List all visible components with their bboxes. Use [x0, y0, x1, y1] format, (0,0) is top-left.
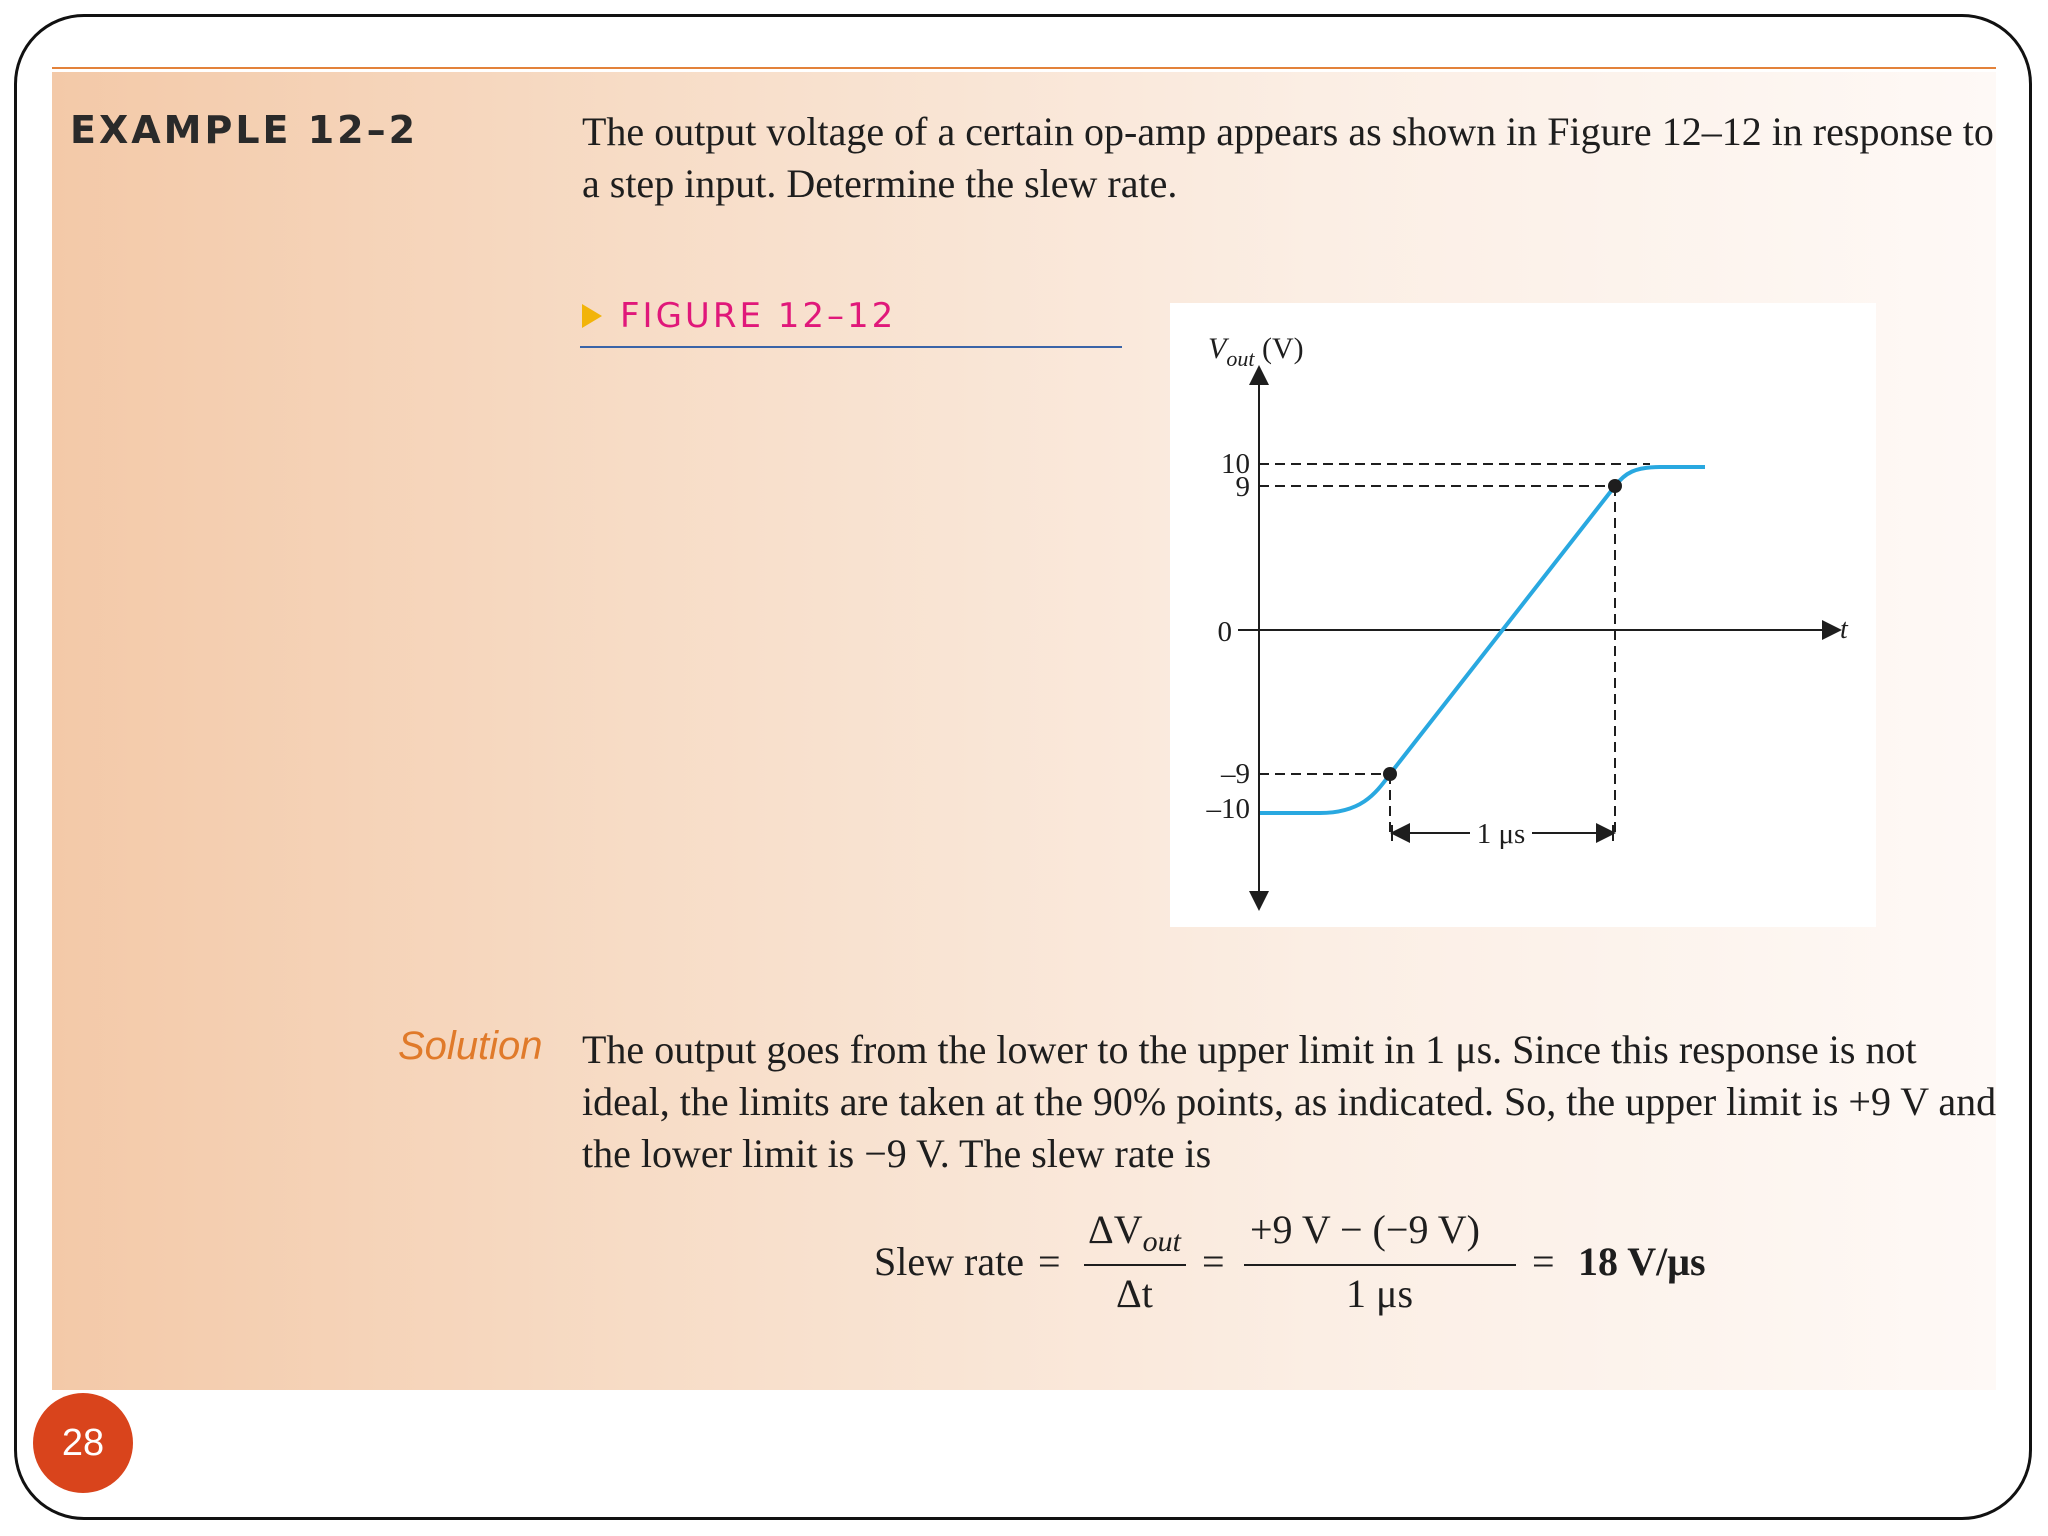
- tick-label-10: 10: [1221, 448, 1250, 480]
- x-axis-label: t: [1840, 614, 1848, 645]
- top-divider: [52, 67, 1996, 69]
- output-curve: [1260, 467, 1705, 813]
- solution-label: Solution: [398, 1024, 543, 1068]
- tick-label-9: 9: [1235, 471, 1250, 503]
- fraction-1-denominator: Δt: [1116, 1271, 1153, 1316]
- tick-label-minus-9: –9: [1221, 758, 1250, 790]
- equation-equals-1: =: [1038, 1239, 1061, 1284]
- tick-label-minus-10: –10: [1206, 793, 1250, 825]
- equation-equals-2: =: [1202, 1239, 1225, 1284]
- caption-marker-icon: [582, 304, 602, 328]
- problem-statement: The output voltage of a certain op-amp appears as shown in Figure 12–12 in response to a step input. Determine the slew rate.: [582, 109, 1994, 206]
- point-upper: [1608, 479, 1622, 493]
- page-number-badge: 28: [33, 1393, 133, 1493]
- fraction-2-denominator: 1 μs: [1346, 1271, 1414, 1316]
- tick-label-0: 0: [1217, 616, 1232, 648]
- slew-rate-graph: [1170, 303, 1876, 927]
- equation-equals-3: =: [1532, 1239, 1555, 1284]
- figure-caption: [580, 296, 1122, 348]
- figure-caption-label: FIGURE 12–12: [620, 296, 897, 336]
- fraction-2-numerator: +9 V − (−9 V): [1250, 1207, 1480, 1252]
- solution-text: The output goes from the lower to the upper limit in 1 μs. Since this response is not ideal, the limits are taken at the 90% points, as indicated. So, the upper limit is +9 V and the lower limit is −9 V. The slew rate is: [582, 1027, 1997, 1176]
- equation-result: 18 V/μs: [1578, 1239, 1706, 1284]
- fraction-1-numerator: $\Delta V_{out}$: [1088, 1207, 1181, 1258]
- fraction-2-bar: [1244, 1264, 1516, 1266]
- y-axis-label: $V_{out}$ (V): [1208, 332, 1304, 371]
- interval-label: 1 μs: [1476, 818, 1526, 850]
- equation-lhs: Slew rate: [874, 1239, 1024, 1284]
- figure-12-12: [1170, 303, 1876, 927]
- point-lower: [1383, 767, 1397, 781]
- fraction-1-bar: [1084, 1264, 1186, 1266]
- example-title: EXAMPLE 12–2: [70, 108, 419, 152]
